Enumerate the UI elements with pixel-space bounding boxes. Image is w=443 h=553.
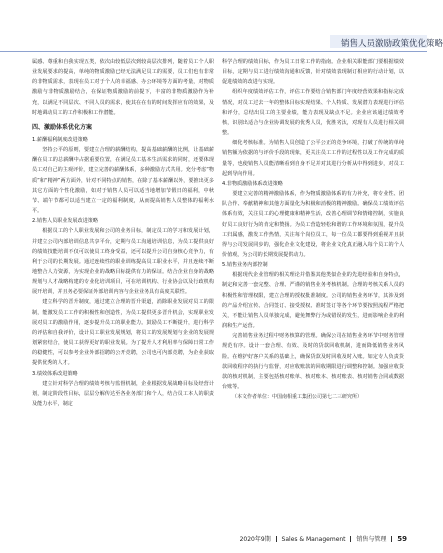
issue-date: 2020年9期 [239,536,271,543]
header-rule [0,51,427,52]
footer-separator [391,536,392,542]
author-affiliation-note: （本文作者单位：中国南相重工集团公司第七二三研究所） [232,394,363,401]
footer-separator [276,536,277,542]
subheading-career: 2.销售人员职业发展改进策略 [32,218,98,225]
page-footer [240,534,407,543]
subheading-salary: 1.薪酬福利制度改进策略 [32,136,88,143]
subheading-internal-control: 5.销售业务内部控制 [222,262,268,269]
paragraph: 完善销售业务过程中财务核算的管理。确保公司在销售业务环节中财务管理规范有序。设计一套合理、有效、及时的货款回收机制，进而降低销售业务风险。在维护好客户关系的基础上，确保货款及时回收及时入账。如定专人负责货款回收程序的执行与监督，对应收账款的回收期限进行调整和控制。加强应收货款的核对机制，主要包括核对账单、核对账本、核对账表、核对销售合同或数据台账等。 [222,333,404,390]
journal-name-en: Sales & Management [281,536,346,543]
page-number: 59 [397,535,407,543]
paragraph: 坚持公平的原则，要建立合理的薪酬结构，提高基础薪酬的比例，让基础薪酬在员工的总薪酬中占据重要位置，在满足员工基本生活需求的同时，还要体现员工对自己的主观评价，建立完善的薪酬体系，多种激励方式共用。充分考虑“物质”和“精神”两方面外，针对不同特点的销售，在除了基本薪酬以外，要推出更多其它方面的个性化激励，如对于销售人员可以适当地增加节假日的福利，中秋节、端午节都可以适当建立一定的福利制度，从而提高销售人员整体的福利水平。 [32,147,214,215]
subheading-performance: 3.绩效体系改进策略 [32,370,78,377]
section-heading: 四、激励体系优化方案 [32,123,93,131]
header-section-title: 销售人员激励政策优化策略 [341,39,443,49]
journal-name-cn: 销售与管理 [356,536,387,543]
right-text-column [222,57,404,402]
paragraph: 建立科学的晋升制度，通过建立合理的晋升渠道，消除职业发展对员工的限制，能激发员工工作的积极性和创造性，为员工提供更多晋升机会，实现职业发展对员工的激励作用，逐步提升员工的职业能力。鼓励员工不断提升，进行科学的评估和自我评价，设计员工职业发展规划，将员工的发展规划与企业的发展规划紧密结合，使员工获得更好的职业发展。为了提升人才利用率与保障日常工作的稳健性，可以参考企业外部招聘的公开竞聘，公司也可内部竞聘，为企业获取提供优秀的人才。 [32,299,214,367]
subheading-nonmaterial: 4.非物质激励体系改进策略 [222,180,283,187]
intro-paragraph: 属感、尊重和自我实现五类，依次由较低层次到较高层次排列，随着员工个人职业发展要求的提高，单纯的物质激励已经无法满足员工的需要，员工们也有非常的非物质需求，表现在员工对于个人的幸福感、办公环境等方面的考量，对物质激励与非物质激励结合，在保证物质激励的前提下，丰富的非物质激励作为补充，以满足不同层次、不同人员的需求，使其在在有的时间发挥应有的效果，及时地调动员工的工作积极和工作潜能。 [32,59,214,116]
paragraph: 建立针对科学合理的绩效考核与监督机制，企业根据发展战略目标及经营计划，制定阶段性目标，层层分解传达至各业务部门和个人，结合员工本人的职责及能力水平，制定 [32,380,214,407]
footer-separator [350,536,351,542]
paragraph: 组织年度绩效评估工作，评估工作要结合销售部门年度经营效果和指标完成情况，对员工过去一年的整体目标实现结果、个人特质、发展潜力表现进行评估和评分，总结出员工的主要业绩，能力表现及缺点不足。企业应该通过绩效考核，识别出适合与企业协调发展的优秀人员，优胜劣汰，对现有人员进行相关调整。 [222,89,404,137]
paragraph: 根据员工的个人职业发展和公司的业务目标，制定员工的学习和发展计划，并建立公司内部培训信息共享平台，定期与员工沟通培训信息，为员工提供良好的绩效技能培训不仅可以使员工终身受益，还可以提升公司自身核心竞争力，有利于公司的长期发展。通过连续性的职业训练提高员工职业水平，并且连续不断地整合人力资源，为实现企业的战略目标提供有力的保证。结合企业自身的战略规划与人才战略构建的专业化培训项目，可在培训机构、行业协会以及行政机构展开培训，并且务必要保证外部培训内容与企业业务具有高度关联性。 [32,228,214,296]
left-text-column [32,57,214,409]
paragraph: 科学合理的绩效目标，作为员工日常工作的指南。企业相关职能部门要根据绩效目标，定期与员工进行绩效沟通和反馈，针对绩效表现制订相应的行动计划，以促进绩效的改进与实现。 [222,59,404,86]
paragraph: 要建立完善的精神激励体系，作为物质激励体系的有力补充，将专业性、团队合作、奉献精神和其他方面量化为积极和消极的精神激励。确保员工绩效评估体系有效，关注员工的心理健康和精神生活，改善心理调节和情绪控制，实施良好员工良好行为的肯定和赞扬。为员工营造轻松和谐的工作环境和氛围，提升员工归属感，激发工作热情，关注每个岗位员工，每一位员工都要得到重视并且获得与公司发展同步的，强化企业文化建设，将企业文化真正融入每个员工的个人价值观，为公司的长期发展提供动力。 [222,191,404,258]
paragraph: 根据现代企业管理的相关理论并借鉴其他类似企业的先进经验和自身特点，制定和完善一套完整、合理、严谨的销售业务考核机制。合理的考核关系人员的积极性和管理权限，建立合理的授权批准制度。公司的销售业务环节，其涉及到的产品介绍宣传、合同签订、接受授权、准时签订等各个环节要按照流程严格把关，不能让销售人员单独完成，避免舞弊行为或错误的发生，进而影响企业的利润和生产运营。 [222,272,404,330]
paragraph: 细化考核标准。为销售人员创造了公平公正的竞争环境，打破了传统的单纯销售额为依据的与评价手段的现象，更关注员工工作的过程性以及工作完成的质量等，也使销售人员能清晰看到自身不足并对其进行分析从中得到进步，对员工起到导向作用。 [222,140,404,177]
